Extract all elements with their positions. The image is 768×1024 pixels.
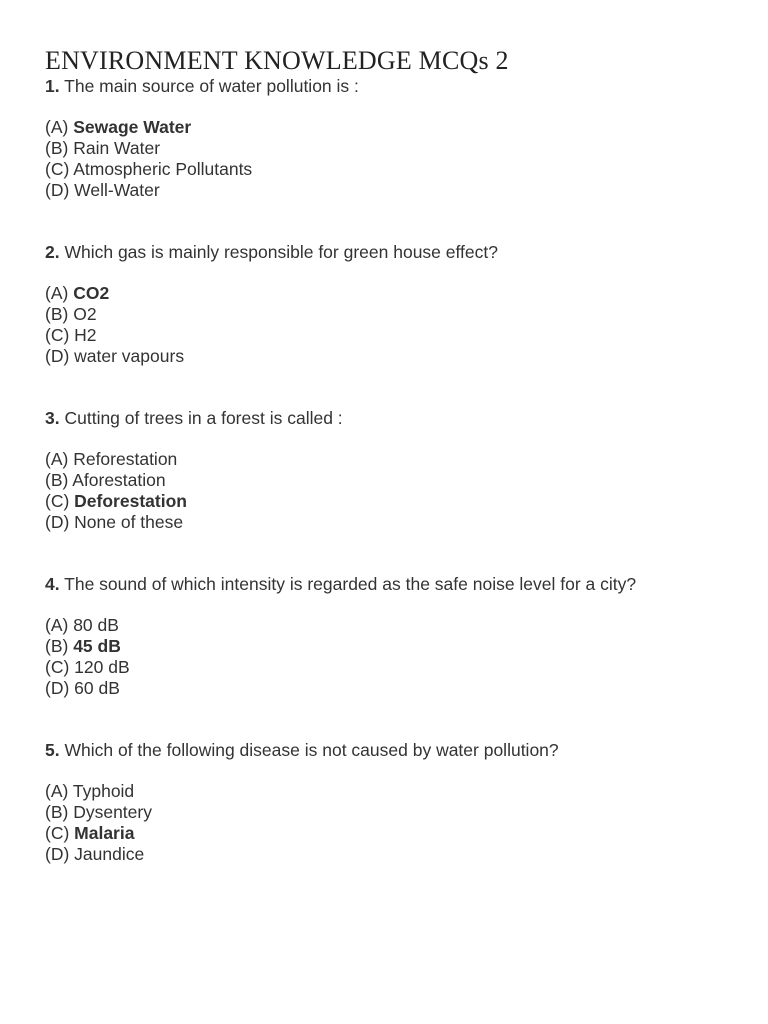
option-list: [45, 449, 745, 533]
question-text: [45, 76, 745, 97]
option-c: [45, 491, 745, 512]
question-number: 2.: [45, 242, 60, 262]
page-title: ENVIRONMENT KNOWLEDGE MCQs 2: [45, 46, 509, 75]
option-text: Jaundice: [74, 844, 145, 864]
option-a: [45, 615, 745, 636]
option-list: [45, 283, 745, 367]
option-text: water vapours: [74, 346, 185, 366]
option-text: Atmospheric Pollutants: [73, 159, 253, 179]
option-text: None of these: [74, 512, 184, 532]
option-b: [45, 304, 745, 325]
option-c: [45, 325, 745, 346]
option-letter: (A): [45, 781, 73, 801]
option-d: [45, 346, 745, 367]
option-text-correct: 45 dB: [73, 636, 121, 656]
option-b: [45, 138, 745, 159]
option-letter: (B): [45, 304, 74, 324]
question-text: [45, 242, 745, 263]
question-stem: The sound of which intensity is regarded as the safe noise level for a city?: [59, 574, 637, 594]
option-text: 80 dB: [73, 615, 119, 635]
option-list: [45, 615, 745, 699]
spacer: [45, 699, 745, 740]
question-1: [45, 76, 745, 201]
option-letter: (B): [45, 636, 74, 656]
option-text: Well-Water: [74, 180, 160, 200]
question-number: 3.: [45, 408, 60, 428]
spacer: [45, 201, 745, 242]
option-letter: (D): [45, 180, 75, 200]
option-letter: (B): [45, 138, 74, 158]
option-letter: (A): [45, 615, 74, 635]
spacer: [45, 367, 745, 408]
option-letter: (D): [45, 678, 75, 698]
question-number: 4.: [45, 574, 60, 594]
option-text-correct: Sewage Water: [73, 117, 192, 137]
question-text: [45, 574, 745, 595]
option-letter: (C): [45, 823, 75, 843]
question-3: [45, 408, 745, 533]
option-text: Rain Water: [73, 138, 161, 158]
option-b: [45, 636, 745, 657]
option-text: Dysentery: [73, 802, 152, 822]
option-a: [45, 117, 745, 138]
option-a: [45, 283, 745, 304]
option-a: [45, 449, 745, 470]
option-c: [45, 657, 745, 678]
option-letter: (B): [45, 470, 73, 490]
document-page: [45, 44, 745, 865]
option-letter: (A): [45, 449, 74, 469]
option-d: [45, 844, 745, 865]
option-letter: (C): [45, 491, 75, 511]
option-text: H2: [74, 325, 97, 345]
option-letter: (A): [45, 117, 74, 137]
option-letter: (A): [45, 283, 74, 303]
question-4: [45, 574, 745, 699]
option-text: Typhoid: [72, 781, 135, 801]
option-text: Aforestation: [72, 470, 166, 490]
option-c: [45, 823, 745, 844]
option-list: [45, 117, 745, 201]
option-letter: (D): [45, 844, 75, 864]
option-b: [45, 470, 745, 491]
option-text: 60 dB: [74, 678, 120, 698]
option-d: [45, 678, 745, 699]
option-d: [45, 512, 745, 533]
option-text-correct: Deforestation: [74, 491, 187, 511]
option-b: [45, 802, 745, 823]
question-text: [45, 408, 745, 429]
question-2: [45, 242, 745, 367]
question-number: 1.: [45, 76, 60, 96]
option-letter: (D): [45, 512, 75, 532]
option-text: 120 dB: [74, 657, 130, 677]
option-letter: (B): [45, 802, 74, 822]
question-number: 5.: [45, 740, 60, 760]
question-stem: Which gas is mainly responsible for green house effect?: [59, 242, 498, 262]
option-a: [45, 781, 745, 802]
option-text: Reforestation: [73, 449, 178, 469]
option-text-correct: Malaria: [74, 823, 135, 843]
option-letter: (C): [45, 325, 75, 345]
question-5: [45, 740, 745, 865]
option-letter: (C): [45, 159, 74, 179]
option-text: O2: [73, 304, 97, 324]
option-text-correct: CO2: [73, 283, 110, 303]
question-stem: The main source of water pollution is :: [59, 76, 359, 96]
option-letter: (C): [45, 657, 75, 677]
option-list: [45, 781, 745, 865]
question-stem: Which of the following disease is not caused by water pollution?: [59, 740, 559, 760]
option-c: [45, 159, 745, 180]
option-d: [45, 180, 745, 201]
question-stem: Cutting of trees in a forest is called :: [59, 408, 343, 428]
spacer: [45, 533, 745, 574]
option-letter: (D): [45, 346, 75, 366]
question-text: [45, 740, 745, 761]
